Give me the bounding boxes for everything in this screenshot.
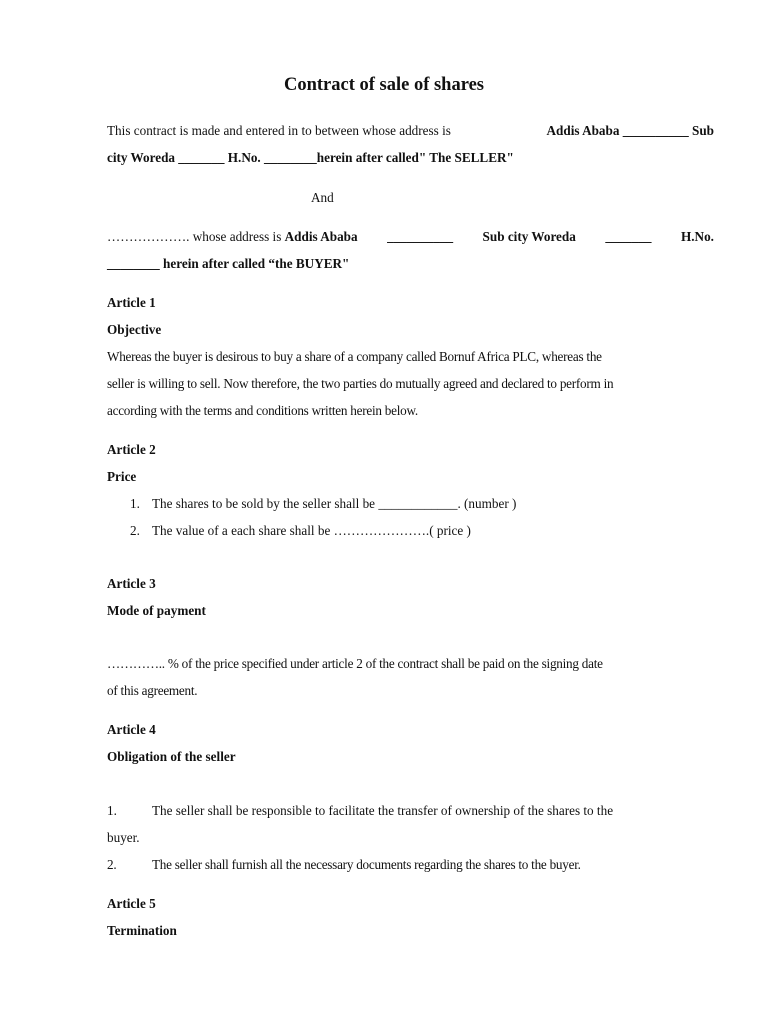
article-3-line-1 xyxy=(107,655,714,673)
list-number: 1. xyxy=(107,803,117,818)
article-1-line-1: Whereas the buyer is desirous to buy a share of a company called Bornuf Africa PLC, whereas the xyxy=(107,349,602,364)
buyer-hno: H.No. xyxy=(681,229,714,244)
document-title: Contract of sale of shares xyxy=(283,75,485,95)
intro-line-2: city Woreda _______ H.No. ________herein after called" The SELLER" xyxy=(107,150,514,165)
article-3-heading: Article 3 xyxy=(107,576,156,591)
article-3-line-2: of this agreement. xyxy=(107,683,198,698)
buyer-sub-city-woreda: Sub city Woreda xyxy=(482,229,576,244)
article-5-subheading: Termination xyxy=(107,923,177,938)
buyer-blank-2: _______ xyxy=(605,229,652,244)
list-item-text xyxy=(152,802,714,820)
buyer-dots: ………………. xyxy=(107,229,190,244)
item-text: The seller shall be responsible to facilitate the transfer of ownership of the shares to the xyxy=(152,803,614,818)
list-item-text: The shares to be sold by the seller shall be ____________. (number ) xyxy=(152,496,517,511)
article-1-line-3: according with the terms and conditions written herein below. xyxy=(107,403,418,418)
intro-address-bold: Addis Ababa __________ Sub xyxy=(546,123,714,138)
intro-text: This contract is made and entered in to between whose address is xyxy=(107,123,451,138)
buyer-addis-ababa: Addis Ababa xyxy=(284,229,358,244)
buyer-blank-1: __________ xyxy=(387,229,454,244)
buyer-line-1 xyxy=(107,228,714,246)
buyer-line-2: ________ herein after called “the BUYER" xyxy=(107,256,350,271)
and-label: And xyxy=(311,190,334,205)
article-1-subheading: Objective xyxy=(107,322,162,337)
buyer-dots-group xyxy=(107,228,358,246)
article-4-item-1-cont: buyer. xyxy=(107,830,140,845)
list-number: 1. xyxy=(130,496,140,511)
buyer-whose-address: whose address is xyxy=(192,229,282,244)
article-3-subheading: Mode of payment xyxy=(107,603,206,618)
list-number: 2. xyxy=(107,857,117,872)
list-item-text: The seller shall furnish all the necessary documents regarding the shares to the buyer. xyxy=(152,857,581,872)
article-4-subheading: Obligation of the seller xyxy=(107,749,236,764)
article-1-heading: Article 1 xyxy=(107,295,156,310)
intro-line-1 xyxy=(107,122,714,140)
article-4-heading: Article 4 xyxy=(107,722,156,737)
article-5-heading: Article 5 xyxy=(107,896,156,911)
article-2-heading: Article 2 xyxy=(107,442,156,457)
list-item-text: The value of a each share shall be ………………….( price ) xyxy=(152,523,471,538)
article-1-line-2: seller is willing to sell. Now therefore, the two parties do mutually agreed and declared to perform in xyxy=(107,376,614,391)
list-number: 2. xyxy=(130,523,140,538)
payment-text: % of the price specified under article 2 of the contract shall be paid on the signing date xyxy=(167,656,603,671)
article-2-subheading: Price xyxy=(107,469,137,484)
payment-dots: ………….. xyxy=(107,656,165,671)
